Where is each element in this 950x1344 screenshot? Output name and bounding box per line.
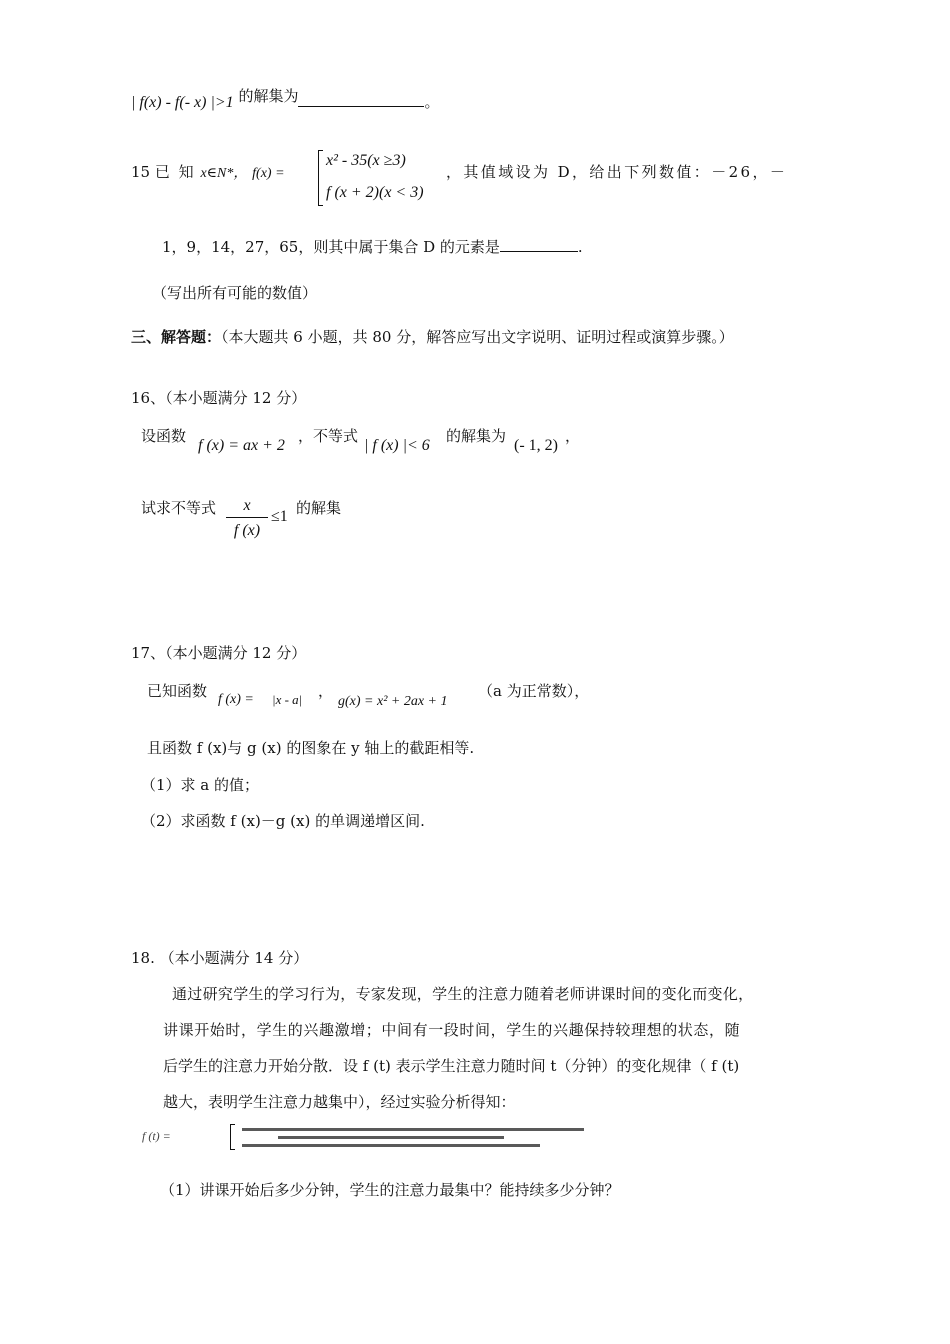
q17-subquestion-1: （1）求 a 的值； bbox=[141, 776, 260, 794]
q17-f-equals: f (x) = bbox=[218, 692, 254, 707]
q18-piecewise-row-3 bbox=[242, 1144, 540, 1147]
q16-line2-a: 试求不等式 bbox=[141, 499, 217, 517]
q15-piecewise-brace bbox=[318, 150, 323, 206]
q16-fraction-relation: ≤1 bbox=[271, 508, 288, 525]
q15-case-1: x² - 35(x ≥3) bbox=[326, 152, 406, 169]
q17-line2: 且函数 f (x)与 g (x) 的图象在 y 轴上的截距相等. bbox=[147, 739, 475, 757]
q16-interval: (- 1, 2) bbox=[514, 437, 558, 454]
q18-function-name: f (t) = bbox=[142, 1129, 171, 1143]
q15-function-name: f(x) = bbox=[252, 166, 285, 181]
q16-inequality: | f (x) |< 6 bbox=[364, 437, 430, 454]
q18-piecewise-brace bbox=[230, 1124, 235, 1150]
q17-subquestion-2: （2）求函数 f (x)－g (x) 的单调递增区间. bbox=[141, 812, 425, 830]
q17-comma: ， bbox=[318, 682, 334, 700]
q18-line4: 越大，表明学生注意力越集中），经过实验分析得知： bbox=[163, 1093, 516, 1111]
q16-line1-c: 的解集为 bbox=[446, 427, 507, 445]
q15-line2 bbox=[162, 237, 583, 257]
q17-line1-a: 已知函数 bbox=[147, 682, 208, 700]
q16-header: 16、（本小题满分 12 分） bbox=[131, 389, 307, 407]
section-3-heading bbox=[131, 327, 734, 347]
q15-text: ，其值域设为 D，给出下列数值：－26，－ bbox=[446, 163, 788, 181]
q16-fraction-numerator: x bbox=[243, 497, 251, 514]
q16-fraction-denominator: f (x) bbox=[233, 522, 261, 539]
q18-header: 18. （本小题满分 14 分） bbox=[131, 949, 309, 967]
q14-text: 的解集为 bbox=[238, 87, 299, 105]
section-3-title: 三、解答题： bbox=[131, 328, 222, 346]
q18-line2: 讲课开始时，学生的兴趣激增；中间有一段时间，学生的兴趣保持较理想的状态，随 bbox=[163, 1021, 741, 1039]
q17-g-function: g(x) = x² + 2ax + 1 bbox=[338, 694, 448, 709]
q15-line1 bbox=[131, 162, 285, 184]
q14-expression: | f(x) - f(- x) |>1 bbox=[131, 94, 234, 111]
q16-line1-b: ，不等式 bbox=[298, 427, 359, 445]
q14-tail-line bbox=[131, 87, 440, 113]
q16-fraction-bar bbox=[226, 517, 268, 518]
q15-values: 1，9，14，27，65，则其中属于集合 D 的元素是 bbox=[162, 238, 500, 256]
q15-case-2: f (x + 2)(x < 3) bbox=[326, 184, 424, 201]
q17-header: 17、（本小题满分 12 分） bbox=[131, 644, 307, 662]
q15-note: （写出所有可能的数值） bbox=[152, 284, 318, 302]
q16-line1-a: 设函数 bbox=[141, 427, 187, 445]
q15-number: 15 bbox=[131, 163, 151, 181]
q16-line1-d: ， bbox=[565, 427, 581, 445]
q17-note: （a 为正常数）， bbox=[478, 682, 590, 700]
q14-answer-blank[interactable] bbox=[298, 92, 424, 107]
q18-line1: 通过研究学生的学习行为，专家发现，学生的注意力随着老师讲课时间的变化而变化， bbox=[172, 985, 754, 1003]
q18-piecewise-row-2 bbox=[278, 1136, 504, 1139]
q14-end: 。 bbox=[424, 93, 440, 111]
q18-line3: 后学生的注意力开始分散．设 f (t) 表示学生注意力随时间 t（分钟）的变化规律（ f (t) bbox=[163, 1057, 740, 1075]
q15-domain: x∈N*， bbox=[200, 166, 248, 181]
q16-line2-b: 的解集 bbox=[296, 499, 342, 517]
q15-line2-end: . bbox=[577, 238, 583, 256]
q18-piecewise-row-1 bbox=[242, 1128, 584, 1131]
q16-function: f (x) = ax + 2 bbox=[198, 437, 285, 454]
q15-intro: 已 知 bbox=[154, 163, 196, 181]
section-3-description: （本大题共 6 小题，共 80 分，解答应写出文字说明、证明过程或演算步骤。） bbox=[221, 328, 734, 346]
q15-answer-blank[interactable] bbox=[500, 237, 578, 252]
q18-subquestion-1: （1）讲课开始后多少分钟，学生的注意力最集中？能持续多少分钟？ bbox=[160, 1181, 620, 1199]
q17-f-body: |x - a| bbox=[272, 692, 303, 707]
